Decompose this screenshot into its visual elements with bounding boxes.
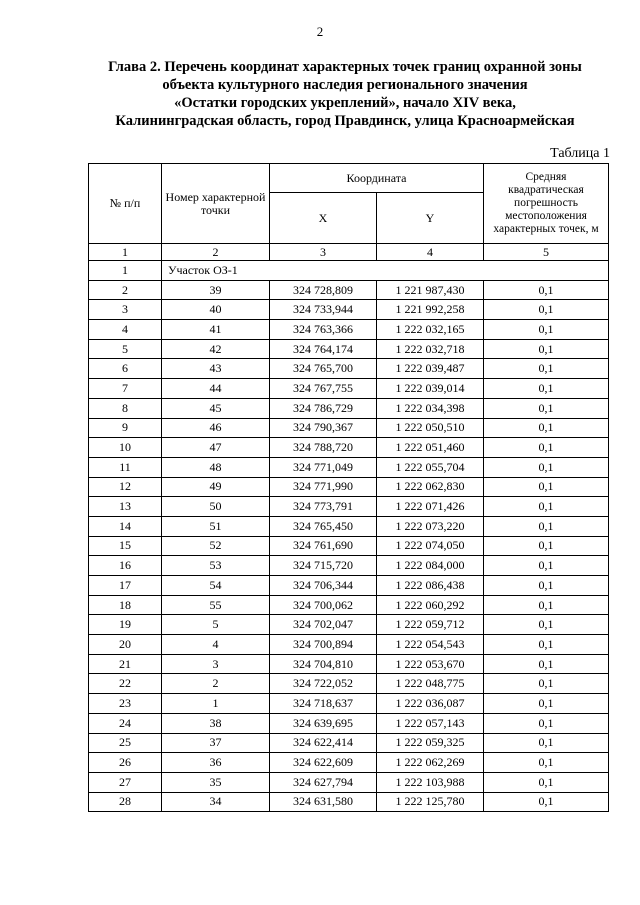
point-number: 44 [162,379,270,399]
position-error: 0,1 [484,320,609,340]
table-row [89,753,609,773]
coord-y: 1 221 987,430 [377,280,484,300]
table-row [89,635,609,655]
column-number-row [89,244,609,261]
point-number: 1 [162,694,270,714]
row-number: 13 [89,497,162,517]
coord-x: 324 627,794 [270,772,377,792]
table-row [89,733,609,753]
coord-y: 1 222 051,460 [377,438,484,458]
row-number: 12 [89,477,162,497]
point-number: 43 [162,359,270,379]
point-number: 49 [162,477,270,497]
coord-x: 324 767,755 [270,379,377,399]
point-number: 4 [162,635,270,655]
point-number: 39 [162,280,270,300]
coord-x: 324 700,894 [270,635,377,655]
point-number: 46 [162,418,270,438]
header-x: X [270,193,377,244]
title-line: «Остатки городских укреплений», начало XIV века, [174,95,516,111]
coord-y: 1 222 062,269 [377,753,484,773]
coord-x: 324 728,809 [270,280,377,300]
table-row [89,359,609,379]
point-number: 42 [162,339,270,359]
coord-x: 324 704,810 [270,654,377,674]
column-number: 3 [270,244,377,261]
header-point: Номер характерной точки [162,164,270,244]
row-number: 20 [89,635,162,655]
position-error: 0,1 [484,635,609,655]
coord-y: 1 222 036,087 [377,694,484,714]
point-number: 38 [162,713,270,733]
coord-x: 324 786,729 [270,398,377,418]
coord-x: 324 765,700 [270,359,377,379]
coord-y: 1 222 039,487 [377,359,484,379]
position-error: 0,1 [484,772,609,792]
coord-y: 1 222 086,438 [377,576,484,596]
coord-y: 1 222 062,830 [377,477,484,497]
row-number: 4 [89,320,162,340]
page-number: 2 [316,24,324,39]
table-row [89,694,609,714]
row-number: 23 [89,694,162,714]
coord-x: 324 700,062 [270,595,377,615]
row-number: 7 [89,379,162,399]
coord-y: 1 222 048,775 [377,674,484,694]
row-number: 18 [89,595,162,615]
coord-y: 1 222 125,780 [377,792,484,812]
table-row [89,792,609,812]
header-error: Средняя квадратическая погрешность местоположения характерных точек, м [484,164,609,244]
coord-y: 1 222 039,014 [377,379,484,399]
position-error: 0,1 [484,457,609,477]
point-number: 2 [162,674,270,694]
coord-x: 324 763,366 [270,320,377,340]
point-number: 53 [162,556,270,576]
coord-x: 324 631,580 [270,792,377,812]
position-error: 0,1 [484,556,609,576]
coord-y: 1 222 054,543 [377,635,484,655]
coord-y: 1 222 073,220 [377,516,484,536]
table-row [89,320,609,340]
row-number: 16 [89,556,162,576]
table-row [89,477,609,497]
title-line: Калининградская область, город Правдинск, улица Красноармейская [115,113,575,129]
point-number: 35 [162,772,270,792]
position-error: 0,1 [484,674,609,694]
row-number: 10 [89,438,162,458]
position-error: 0,1 [484,733,609,753]
coord-y: 1 222 074,050 [377,536,484,556]
coord-y: 1 222 034,398 [377,398,484,418]
position-error: 0,1 [484,792,609,812]
column-number: 1 [89,244,162,261]
table-row [89,556,609,576]
header-coordinate: Координата [270,164,484,193]
section-row [89,261,609,281]
coord-x: 324 790,367 [270,418,377,438]
coord-y: 1 222 060,292 [377,595,484,615]
table-row [89,772,609,792]
row-number: 24 [89,713,162,733]
coord-y: 1 222 057,143 [377,713,484,733]
coord-x: 324 761,690 [270,536,377,556]
point-number: 34 [162,792,270,812]
position-error: 0,1 [484,418,609,438]
coord-x: 324 773,791 [270,497,377,517]
point-number: 54 [162,576,270,596]
position-error: 0,1 [484,398,609,418]
position-error: 0,1 [484,497,609,517]
position-error: 0,1 [484,359,609,379]
position-error: 0,1 [484,477,609,497]
coord-x: 324 771,049 [270,457,377,477]
coord-y: 1 222 071,426 [377,497,484,517]
position-error: 0,1 [484,536,609,556]
coord-y: 1 222 103,988 [377,772,484,792]
point-number: 3 [162,654,270,674]
coord-y: 1 222 059,325 [377,733,484,753]
row-number: 19 [89,615,162,635]
table-row [89,497,609,517]
title-line: Глава 2. Перечень координат характерных точек границ охранной зоны [108,59,582,75]
table-row [89,654,609,674]
coord-x: 324 733,944 [270,300,377,320]
point-number: 40 [162,300,270,320]
row-number: 2 [89,280,162,300]
position-error: 0,1 [484,713,609,733]
table-row [89,438,609,458]
coord-x: 324 771,990 [270,477,377,497]
column-number: 2 [162,244,270,261]
point-number: 37 [162,733,270,753]
title-line: объекта культурного наследия регионального значения [162,77,528,93]
coord-x: 324 715,720 [270,556,377,576]
coord-y: 1 222 084,000 [377,556,484,576]
coordinates-table [88,163,609,812]
coord-x: 324 764,174 [270,339,377,359]
header-y: Y [377,193,484,244]
coord-x: 324 622,414 [270,733,377,753]
table-row [89,713,609,733]
row-number: 3 [89,300,162,320]
row-number: 9 [89,418,162,438]
coord-x: 324 622,609 [270,753,377,773]
table-row [89,536,609,556]
row-number: 21 [89,654,162,674]
position-error: 0,1 [484,516,609,536]
coord-x: 324 702,047 [270,615,377,635]
section-num: 1 [89,261,162,281]
point-number: 52 [162,536,270,556]
coord-x: 324 722,052 [270,674,377,694]
row-number: 8 [89,398,162,418]
coord-y: 1 222 059,712 [377,615,484,635]
coord-y: 1 222 050,510 [377,418,484,438]
coord-y: 1 221 992,258 [377,300,484,320]
position-error: 0,1 [484,438,609,458]
coord-x: 324 639,695 [270,713,377,733]
row-number: 5 [89,339,162,359]
point-number: 51 [162,516,270,536]
row-number: 25 [89,733,162,753]
row-number: 27 [89,772,162,792]
position-error: 0,1 [484,379,609,399]
position-error: 0,1 [484,753,609,773]
point-number: 41 [162,320,270,340]
coord-x: 324 706,344 [270,576,377,596]
table-row [89,615,609,635]
row-number: 11 [89,457,162,477]
row-number: 14 [89,516,162,536]
point-number: 50 [162,497,270,517]
coord-x: 324 765,450 [270,516,377,536]
position-error: 0,1 [484,694,609,714]
table-row [89,457,609,477]
point-number: 55 [162,595,270,615]
position-error: 0,1 [484,339,609,359]
coord-y: 1 222 055,704 [377,457,484,477]
row-number: 6 [89,359,162,379]
table-row [89,339,609,359]
table-row [89,398,609,418]
table-row [89,280,609,300]
table-row [89,576,609,596]
section-label: Участок ОЗ-1 [162,261,609,281]
table-row [89,379,609,399]
column-number: 4 [377,244,484,261]
coord-x: 324 718,637 [270,694,377,714]
row-number: 15 [89,536,162,556]
table-row [89,418,609,438]
position-error: 0,1 [484,300,609,320]
point-number: 36 [162,753,270,773]
coord-x: 324 788,720 [270,438,377,458]
header-num: № п/п [89,164,162,244]
coord-y: 1 222 032,165 [377,320,484,340]
point-number: 48 [162,457,270,477]
row-number: 17 [89,576,162,596]
position-error: 0,1 [484,615,609,635]
table-row [89,300,609,320]
column-number: 5 [484,244,609,261]
position-error: 0,1 [484,595,609,615]
row-number: 28 [89,792,162,812]
table-caption: Таблица 1 [550,146,610,161]
position-error: 0,1 [484,576,609,596]
table-row [89,674,609,694]
row-number: 26 [89,753,162,773]
coord-y: 1 222 032,718 [377,339,484,359]
coord-y: 1 222 053,670 [377,654,484,674]
point-number: 47 [162,438,270,458]
table-row [89,595,609,615]
position-error: 0,1 [484,654,609,674]
table-row [89,516,609,536]
position-error: 0,1 [484,280,609,300]
point-number: 5 [162,615,270,635]
point-number: 45 [162,398,270,418]
chapter-title [80,58,610,130]
row-number: 22 [89,674,162,694]
